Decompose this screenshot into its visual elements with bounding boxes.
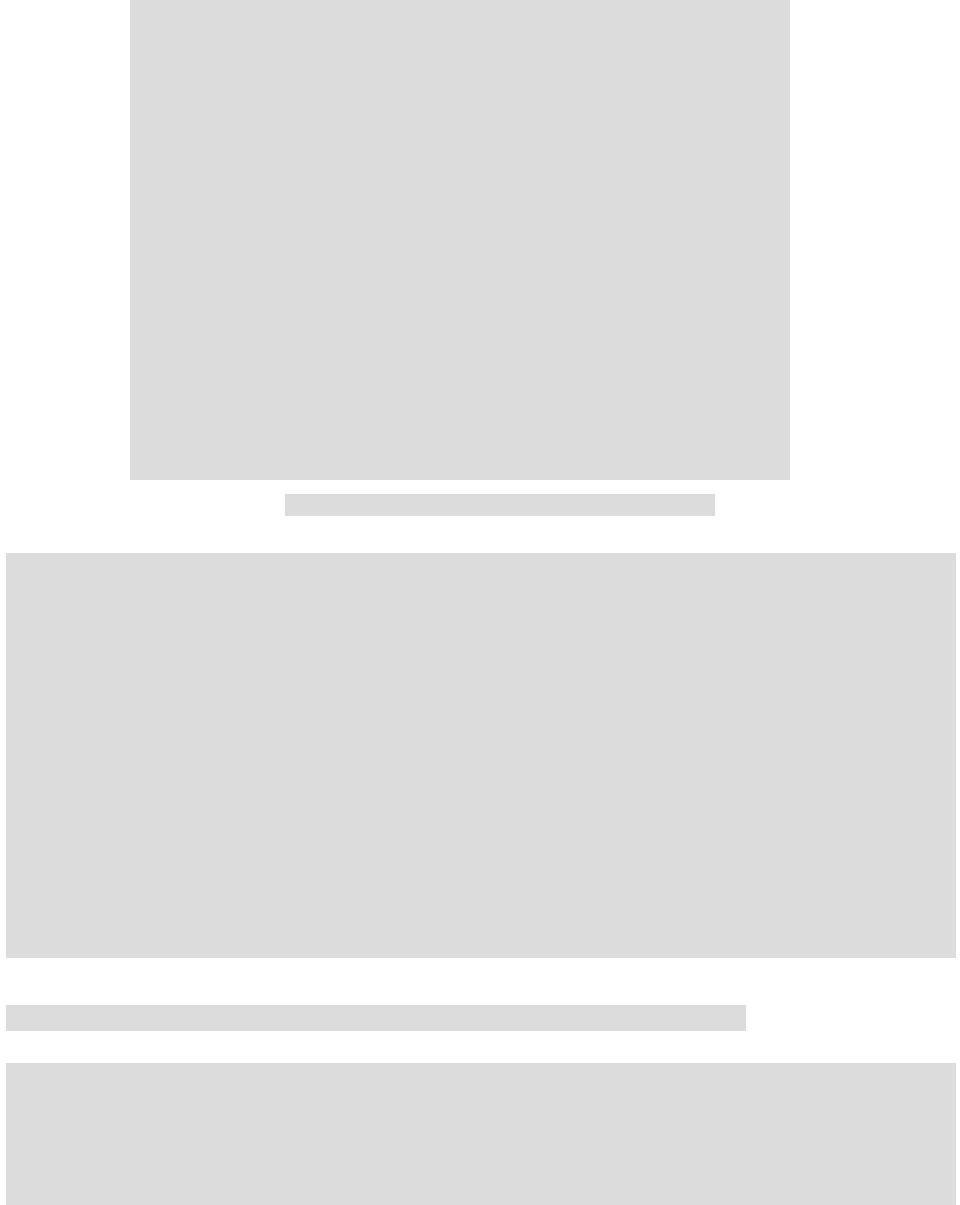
section-heading <box>6 1005 746 1031</box>
body-paragraph-2 <box>6 1063 956 1205</box>
body-paragraph-1 <box>6 553 956 958</box>
figure-caption <box>285 494 715 516</box>
figure-panels <box>130 0 790 480</box>
